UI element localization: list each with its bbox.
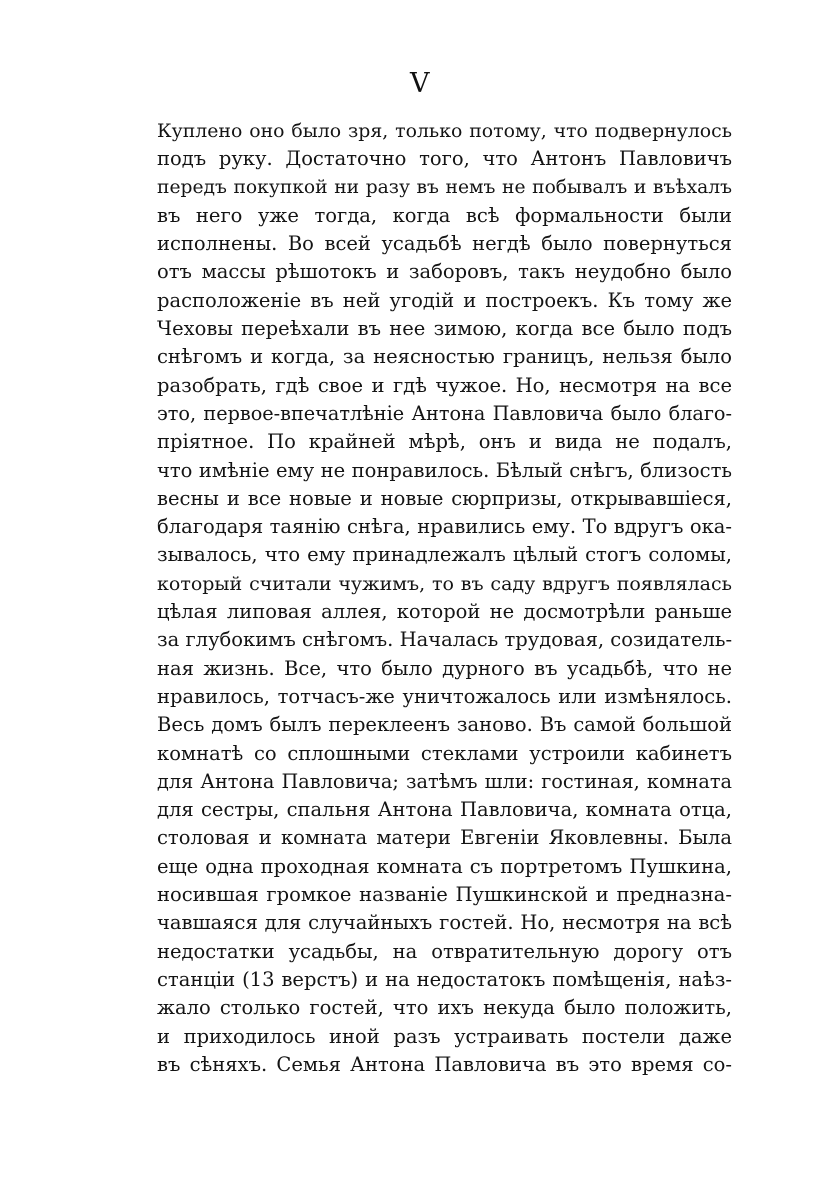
text-line: прiятное. По крайней мѣрѣ, онъ и вида не подалъ, — [157, 430, 732, 454]
text-line: за глубокимъ снѣгомъ. Началась трудовая, созидатель- — [157, 628, 733, 652]
text-line: снѣгомъ и когда, за неясностью границъ, нельзя было — [157, 345, 732, 369]
text-line: отъ массы рѣшотокъ и заборовъ, такъ неудобно было — [157, 260, 732, 284]
text-line: для Антона Павловича; затѣмъ шли: гостиная, комната — [157, 769, 732, 793]
text-line: столовая и комната матери Евгенiи Яковлевны. Была — [157, 826, 732, 850]
text-line: въ сѣняхъ. Семья Антона Павловича въ это время со- — [157, 1052, 732, 1076]
body-text — [157, 117, 732, 1079]
text-line: нравилось, тотчасъ-же уничтожалось или измѣнялось. — [157, 684, 732, 708]
text-line: Весь домъ былъ переклеенъ заново. Въ самой большой — [157, 713, 732, 737]
text-line: чавшаяся для случайныхъ гостей. Но, несмотря на всѣ — [157, 911, 732, 935]
text-line: еще одна проходная комната съ портретомъ Пушкина, — [157, 854, 732, 878]
text-line: зывалось, что ему принадлежалъ цѣлый стогъ соломы, — [157, 543, 732, 567]
text-line: для сестры, спальня Антона Павловича, комната отца, — [157, 798, 732, 822]
text-line: исполнены. Во всей усадьбѣ негдѣ было повернуться — [157, 232, 732, 256]
text-line: передъ покупкой ни разу въ немъ не побывалъ и въѣхалъ — [157, 176, 732, 198]
text-line: и приходилось иной разъ устраивать постели даже — [157, 1024, 732, 1048]
text-line: цѣлая липовая аллея, которой не досмотрѣли раньше — [157, 600, 732, 624]
text-line: подъ руку. Достаточно того, что Антонъ Павловичъ — [157, 147, 732, 171]
text-line: станцiи (13 верстъ) и на недостатокъ помѣщенiя, наѣз- — [157, 967, 732, 991]
text-line: благодаря таянiю снѣга, нравились ему. То вдругъ ока- — [157, 515, 732, 539]
text-line: расположенiе въ ней угодiй и построекъ. Къ тому же — [157, 288, 732, 312]
text-line: что имѣнiе ему не понравилось. Бѣлый снѣгъ, близость — [157, 458, 732, 482]
text-line: недостатки усадьбы, на отвратительную дорогу отъ — [157, 939, 732, 963]
text-line: жало столько гостей, что ихъ некуда было положить, — [157, 996, 732, 1020]
text-line: въ него уже тогда, когда всѣ формальности были — [157, 203, 732, 227]
text-line: разобрать, гдѣ свое и гдѣ чужое. Но, несмотря на все — [157, 373, 732, 397]
text-line: носившая громкое названiе Пушкинской и предназна- — [157, 883, 732, 907]
text-line: это, первое-впечатлѣнiе Антона Павловича было благо- — [157, 401, 732, 425]
text-line: комнатѣ со сплошными стеклами устроили кабинетъ — [157, 741, 732, 765]
text-line: Чеховы переѣхали въ нее зимою, когда все было подъ — [157, 317, 732, 341]
text-line: весны и все новые и новые сюрпризы, открывавшiеся, — [157, 486, 732, 510]
chapter-number: V — [410, 68, 430, 99]
text-line: ная жизнь. Все, что было дурного въ усадьбѣ, что не — [157, 656, 732, 680]
text-line: который считали чужимъ, то въ саду вдругъ появлялась — [157, 572, 732, 595]
text-line: Куплено оно было зря, только потому, что подвернулось — [157, 120, 732, 142]
